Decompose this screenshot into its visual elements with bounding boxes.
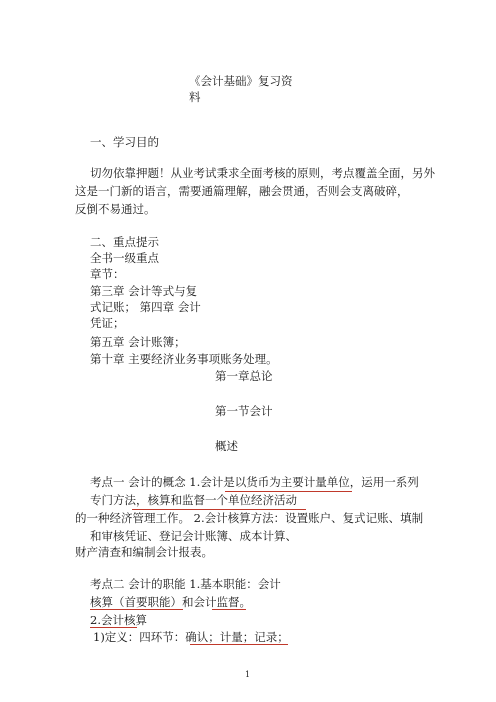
list-item: 第十章 主要经济业务事项账务处理。 bbox=[90, 352, 278, 366]
annotation-underline bbox=[225, 491, 352, 492]
list-item: 全书一级重点 bbox=[90, 251, 159, 265]
paragraph-line: 这是一门新的语言，需要通篇理解，融会贯通，否则会支离破碎， bbox=[75, 184, 409, 198]
list-item: 章节： bbox=[90, 267, 125, 281]
annotation-underline bbox=[190, 644, 288, 645]
title-line-1: 《会计基础》复习资 bbox=[189, 74, 293, 88]
point-line: 考点一 会计的概念 1.会计是以货币为主要计量单位，运用一系列 bbox=[90, 475, 419, 489]
point-line: 考点二 会计的职能 1.基本职能：会计 bbox=[90, 577, 281, 591]
page-number: 1 bbox=[245, 670, 251, 679]
annotation-underline bbox=[132, 509, 306, 510]
list-item: 第五章 会计账簿； bbox=[90, 335, 186, 349]
title-line-2: 料 bbox=[189, 90, 201, 104]
point-line: 的一种经济管理工作。 2.会计核算方法：设置账户、复式记账、填制 bbox=[75, 511, 424, 525]
list-item: 式记账； 第四章 会计 bbox=[90, 300, 201, 314]
point-line: 2.会计核算 bbox=[90, 613, 147, 627]
annotation-underline bbox=[90, 627, 137, 628]
paragraph-line: 反倒不易通过。 bbox=[75, 202, 156, 216]
point-line: 专门方法，核算和监督一个单位经济活动 bbox=[90, 493, 297, 507]
chapter-title: 第一章总论 bbox=[215, 369, 273, 383]
paragraph-line: 切勿依靠押题！从业考试秉求全面考核的原则，考点覆盖全面，另外 bbox=[90, 166, 435, 180]
point-line: 和审核凭证、登记会计账簿、成本计算、 bbox=[90, 529, 297, 543]
heading-key-points: 二、重点提示 bbox=[90, 235, 159, 249]
section-title: 第一节会计 bbox=[215, 404, 273, 418]
heading-study-purpose: 一、学习目的 bbox=[90, 135, 159, 149]
list-item: 第三章 会计等式与复 bbox=[90, 284, 198, 298]
point-line: 核算（首要职能）和会计监督。 bbox=[90, 595, 251, 609]
point-line: 1)定义：四环节：确认；计量；记录； bbox=[93, 630, 289, 644]
annotation-underline bbox=[90, 609, 183, 610]
annotation-underline bbox=[212, 609, 246, 610]
list-item: 凭证； bbox=[90, 316, 125, 330]
section-subtitle: 概述 bbox=[215, 439, 238, 453]
point-line: 财产清查和编制会计报表。 bbox=[75, 545, 213, 559]
